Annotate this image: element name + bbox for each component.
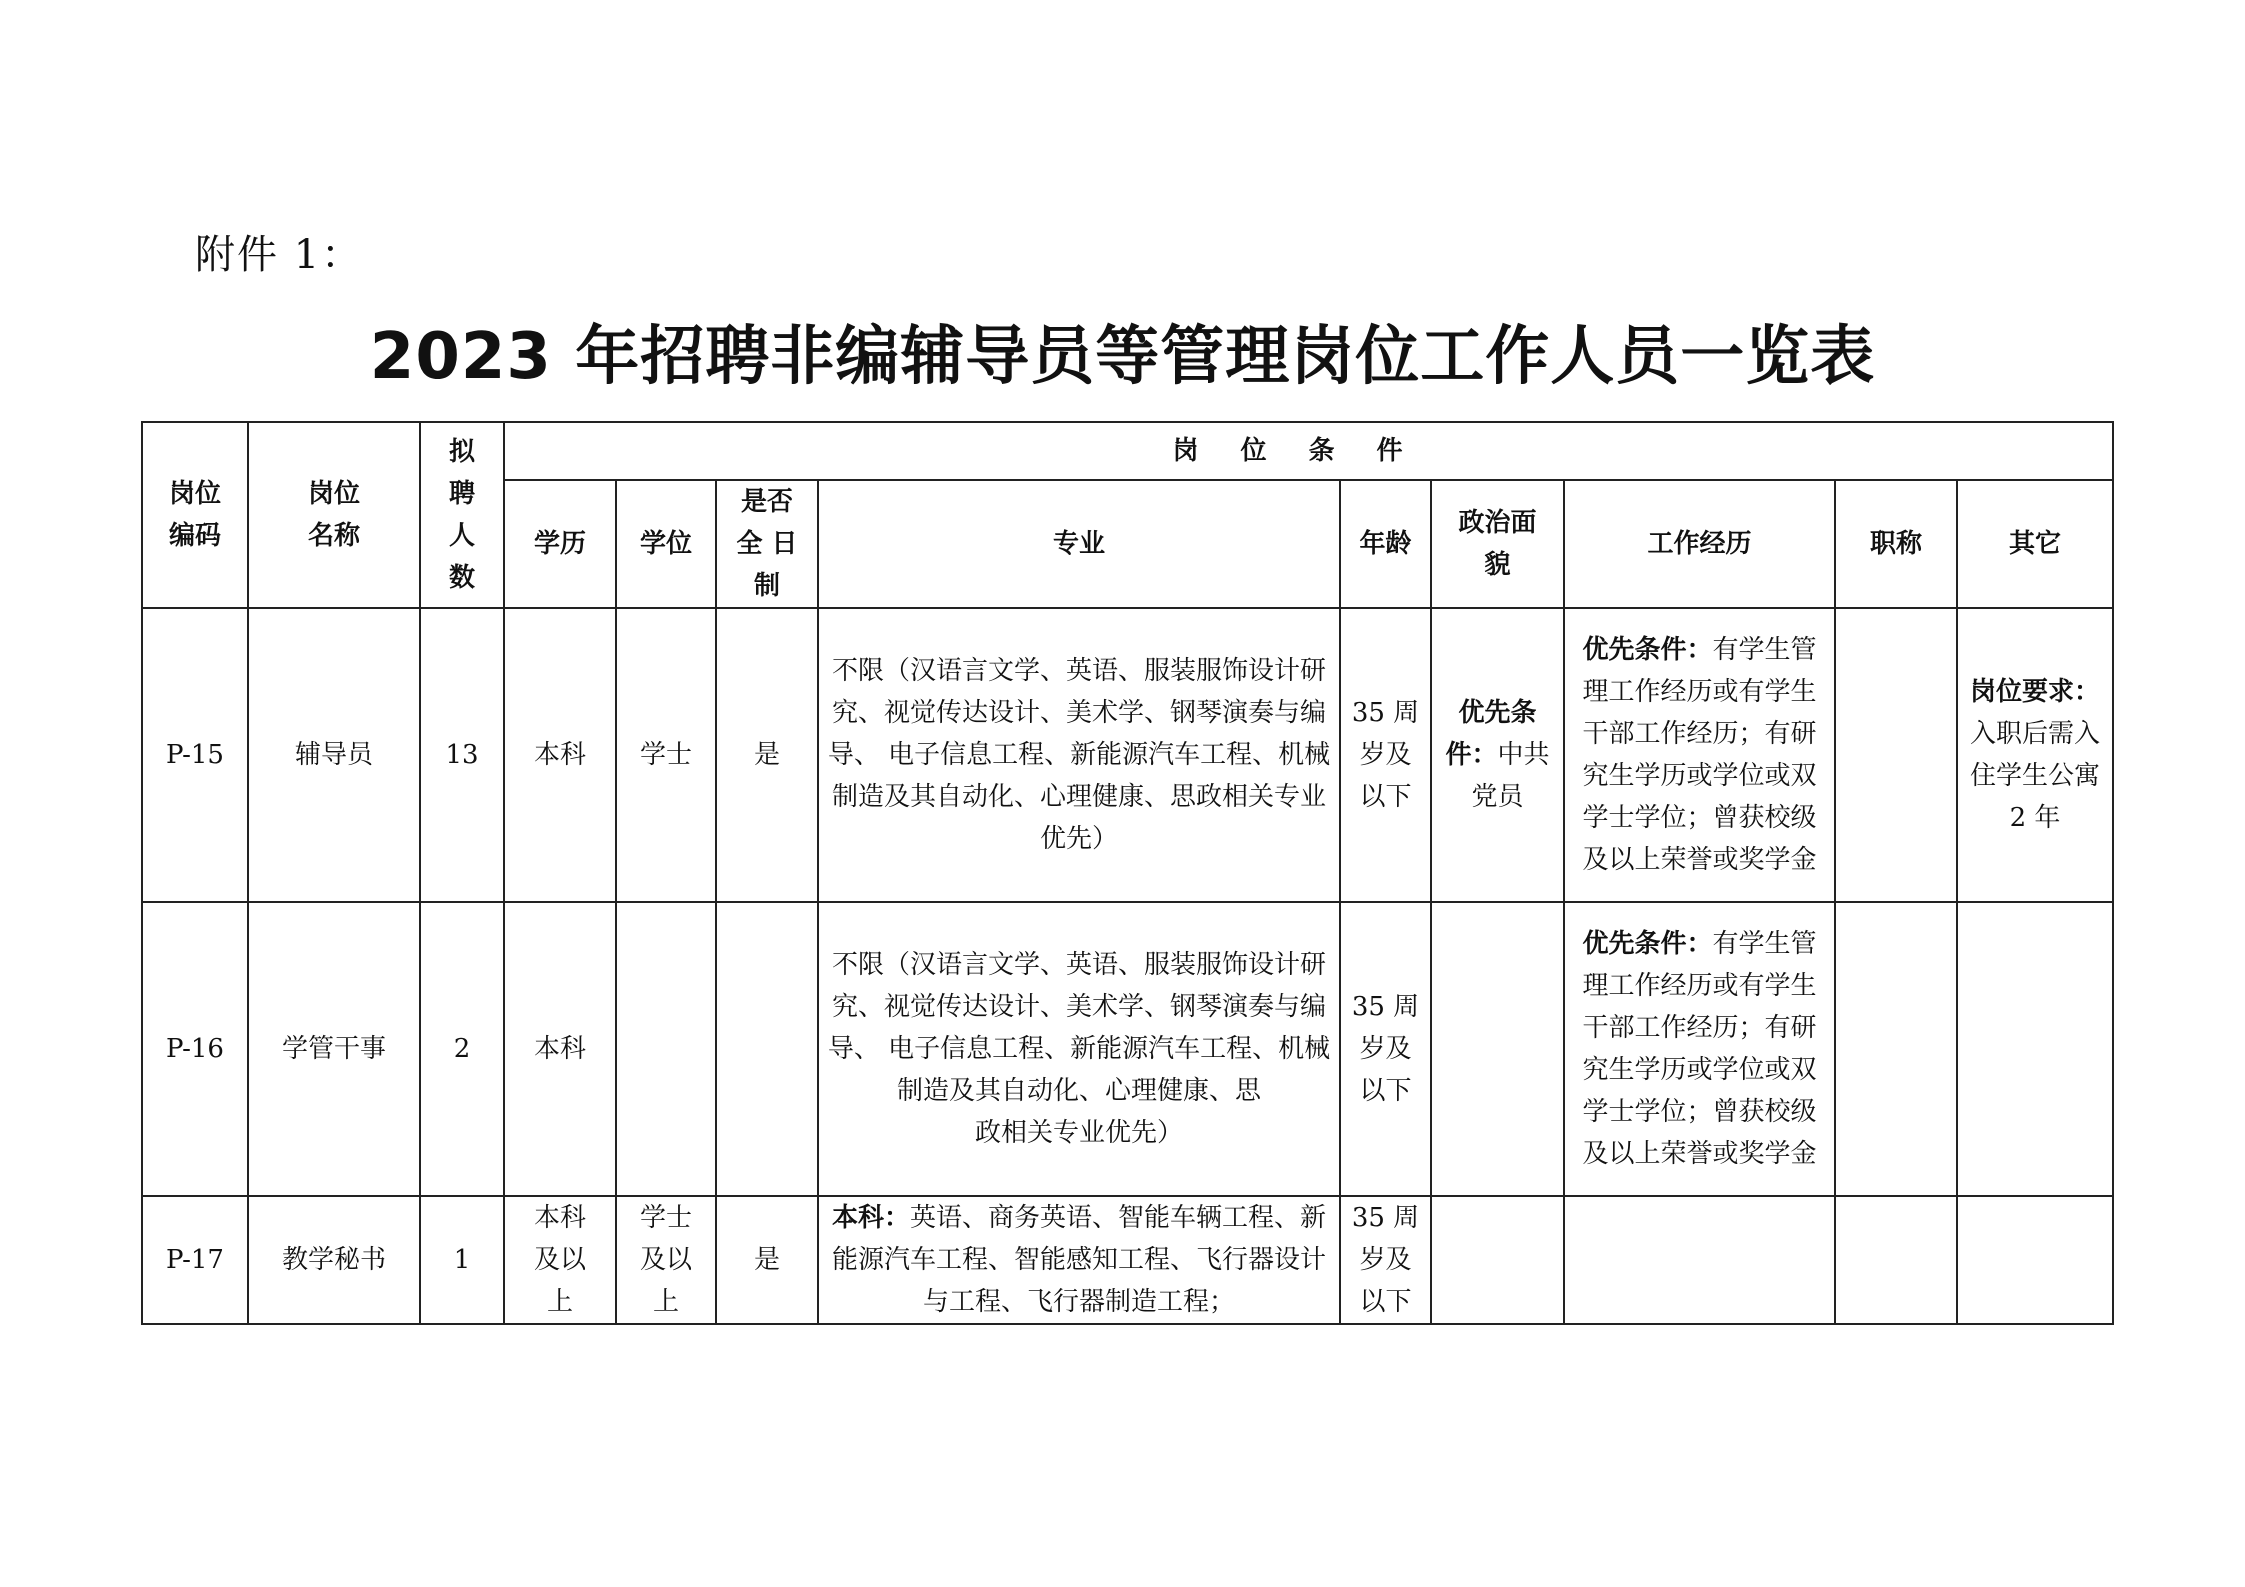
other-requirement-value: 入职后需入住学生公寓 2 年 bbox=[1970, 719, 2101, 833]
cell-major bbox=[818, 902, 1340, 1196]
cell-count: 13 bbox=[420, 608, 504, 902]
header-major: 专业 bbox=[818, 480, 1340, 608]
cell-title-rank bbox=[1835, 902, 1957, 1196]
experience-priority-label: 优先条件： bbox=[1582, 635, 1713, 665]
cell-name: 辅导员 bbox=[248, 608, 420, 902]
table-row bbox=[142, 902, 2113, 1196]
cell-degree: 学士 及以 上 bbox=[616, 1196, 716, 1324]
cell-degree: 学士 bbox=[616, 608, 716, 902]
header-other: 其它 bbox=[1957, 480, 2113, 608]
cell-fulltime: 是 bbox=[716, 1196, 818, 1324]
cell-other bbox=[1957, 902, 2113, 1196]
cell-count: 2 bbox=[420, 902, 504, 1196]
cell-education: 本科 及以 上 bbox=[504, 1196, 616, 1324]
cell-education: 本科 bbox=[504, 608, 616, 902]
other-requirement-label: 岗位要求： bbox=[1970, 677, 2101, 707]
header-degree: 学位 bbox=[616, 480, 716, 608]
header-post-code: 岗位 编码 bbox=[142, 422, 248, 608]
cell-experience bbox=[1564, 1196, 1835, 1324]
cell-major: 不限（汉语言文学、英语、服装服饰设计研究、视觉传达设计、美术学、钢琴演奏与编导、 电子信息工程、新能源汽车工程、机械制造及其自动化、心理健康、思政相关专业优先） bbox=[818, 608, 1340, 902]
cell-count: 1 bbox=[420, 1196, 504, 1324]
cell-age: 35 周 岁及 以下 bbox=[1340, 902, 1431, 1196]
cell-degree bbox=[616, 902, 716, 1196]
header-title-rank: 职称 bbox=[1835, 480, 1957, 608]
document-title: 2023 年招聘非编辅导员等管理岗位工作人员一览表 bbox=[369, 320, 1876, 394]
table-row bbox=[142, 608, 2113, 902]
header-age: 年龄 bbox=[1340, 480, 1431, 608]
header-political: 政治面 貌 bbox=[1431, 480, 1564, 608]
cell-political bbox=[1431, 608, 1564, 902]
cell-age: 35 周 岁及 以下 bbox=[1340, 608, 1431, 902]
header-headcount: 拟 聘 人 数 bbox=[420, 422, 504, 608]
major-text-tail: 政相关专业优先） bbox=[974, 1118, 1183, 1148]
cell-political bbox=[1431, 1196, 1564, 1324]
header-fulltime: 是否 全 日 制 bbox=[716, 480, 818, 608]
cell-code: P-17 bbox=[142, 1196, 248, 1324]
cell-title-rank bbox=[1835, 1196, 1957, 1324]
cell-name: 学管干事 bbox=[248, 902, 420, 1196]
cell-political bbox=[1431, 902, 1564, 1196]
cell-fulltime bbox=[716, 902, 818, 1196]
table-row bbox=[142, 1196, 2113, 1324]
attachment-label: 附件 1： bbox=[195, 232, 364, 278]
major-level-label: 本科： bbox=[831, 1203, 910, 1233]
cell-other bbox=[1957, 608, 2113, 902]
political-priority-label: 优先条件： bbox=[1445, 698, 1537, 770]
major-text: 英语、商务英语、智能车辆工程、新能源汽车工程、智能感知工程、飞行器设计与工程、飞行器制造工程； bbox=[831, 1203, 1327, 1317]
cell-major bbox=[818, 1196, 1340, 1324]
positions-table bbox=[141, 421, 2114, 1325]
cell-code: P-15 bbox=[142, 608, 248, 902]
header-education: 学历 bbox=[504, 480, 616, 608]
cell-age: 35 周 岁及 以下 bbox=[1340, 1196, 1431, 1324]
cell-other bbox=[1957, 1196, 2113, 1324]
major-text: 不限（汉语言文学、英语、服装服饰设计研究、视觉传达设计、美术学、钢琴演奏与编导、 电子信息工程、新能源汽车工程、机械制造及其自动化、心理健康、思 bbox=[827, 950, 1331, 1106]
cell-code: P-16 bbox=[142, 902, 248, 1196]
cell-title-rank bbox=[1835, 608, 1957, 902]
cell-experience bbox=[1564, 902, 1835, 1196]
cell-fulltime: 是 bbox=[716, 608, 818, 902]
experience-priority-value: 有学生管理工作经历或有学生干部工作经历；有研究生学历或学位或双学士学位；曾获校级及以上荣誉或奖学金 bbox=[1582, 929, 1817, 1169]
cell-education: 本科 bbox=[504, 902, 616, 1196]
header-row-top bbox=[142, 422, 2113, 480]
political-priority-value: 中共党员 bbox=[1471, 740, 1550, 812]
experience-priority-label: 优先条件： bbox=[1582, 929, 1713, 959]
cell-name: 教学秘书 bbox=[248, 1196, 420, 1324]
header-post-name: 岗位 名称 bbox=[248, 422, 420, 608]
cell-experience bbox=[1564, 608, 1835, 902]
header-experience: 工作经历 bbox=[1564, 480, 1835, 608]
experience-priority-value: 有学生管理工作经历或有学生干部工作经历；有研究生学历或学位或双学士学位；曾获校级及以上荣誉或奖学金 bbox=[1582, 635, 1817, 875]
header-post-conditions: 岗位条件 bbox=[504, 422, 2113, 480]
